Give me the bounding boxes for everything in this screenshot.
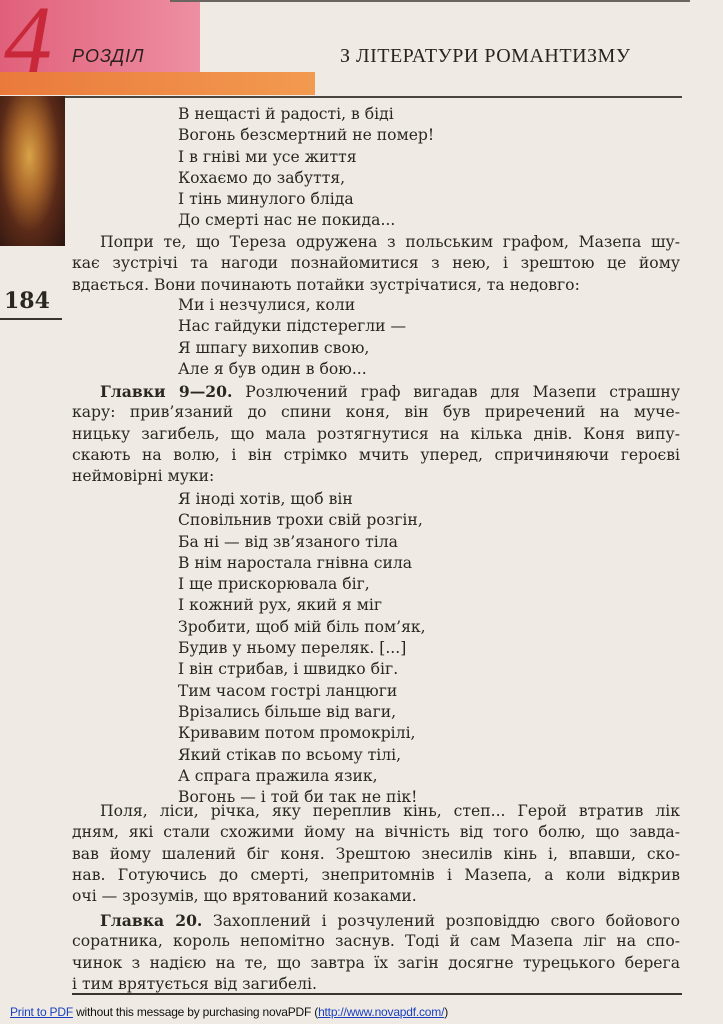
pdf-footer-notice xyxy=(10,1005,448,1019)
verse-line: І тінь минулого бліда xyxy=(178,190,354,209)
illustration-image xyxy=(0,96,65,246)
print-to-pdf-link[interactable]: Print to PDF xyxy=(10,1005,73,1019)
verse-line: До смерті нас не покида... xyxy=(178,211,396,230)
chapter-number: 4 xyxy=(4,0,52,93)
text-line: кару: прив’язаний до спини коня, він був приречений на муче- xyxy=(72,403,680,422)
verse-line: Врізались більше від ваги, xyxy=(178,702,397,721)
verse-line: Ми і незчулися, коли xyxy=(178,296,356,314)
text-line: очі — зрозумів, що врятований козаками. xyxy=(72,887,417,906)
page-number: 184 xyxy=(4,288,50,314)
verse-line: Нас гайдуки підстерегли — xyxy=(178,317,407,336)
verse-line: А спрага пражила язик, xyxy=(178,766,378,785)
verse-line: Я шпагу вихопив свою, xyxy=(178,338,370,357)
text-line xyxy=(72,381,680,402)
page-number-rule xyxy=(0,318,62,320)
bottom-rule xyxy=(72,993,682,995)
verse-line: І в гніві ми усе життя xyxy=(178,147,357,166)
text-line: дням, які стали схожими йому на вічність від того болю, що завда- xyxy=(72,823,680,842)
verse-line: Будив у ньому переляк. [...] xyxy=(178,639,407,658)
verse-line: Ба ні — від зв’язаного тіла xyxy=(178,532,398,551)
verse-line: Кривавим потом промокрілі, xyxy=(178,724,416,743)
verse-line: Сповільнив трохи свій розгін, xyxy=(178,511,423,530)
verse-line: Вогонь безсмертний не помер! xyxy=(178,126,435,145)
text-line: ницьку загибель, що мала розтягнутися на кілька днів. Коня випу- xyxy=(72,424,680,443)
section-lead: Главка 20. xyxy=(100,911,203,930)
text-line: неймовірні муки: xyxy=(72,467,215,486)
novapdf-link[interactable]: http://www.novapdf.com/ xyxy=(318,1005,445,1019)
text-line: нав. Готуючись до смерті, знепритомнів і Мазепа, а коли відкрив xyxy=(72,865,680,884)
text-line-rest: Розлючений граф вигадав для Мазепи страшну xyxy=(232,383,680,401)
text-line: вав йому шалений біг коня. Зрештою знесилів кінь і, впавши, ско- xyxy=(72,844,680,863)
poem-excerpt xyxy=(72,295,680,380)
running-title: З ЛІТЕРАТУРИ РОМАНТИЗМУ xyxy=(340,45,631,67)
paragraph xyxy=(72,801,680,907)
text-line: чинок з надією на те, що завтра їх загін досягне турецького берега xyxy=(72,953,680,972)
text-line: і тим врятується від загибелі. xyxy=(72,974,317,993)
top-rule xyxy=(170,0,690,2)
text-line xyxy=(72,910,680,931)
poem-excerpt xyxy=(72,104,680,232)
text-line: Попри те, що Тереза одружена з польським графом, Мазепа шу- xyxy=(100,233,680,251)
verse-line: Вогонь — і той би так не пік! xyxy=(178,788,418,807)
verse-line: Зробити, щоб мій біль пом’як, xyxy=(178,617,426,636)
verse-line: І він стрибав, і швидко біг. xyxy=(178,660,399,679)
paragraph xyxy=(72,381,680,487)
verse-line: Але я був один в бою... xyxy=(178,359,367,378)
verse-line: Кохаємо до забуття, xyxy=(178,168,346,187)
section-lead: Главки 9—20. xyxy=(100,382,233,401)
poem-excerpt xyxy=(72,489,680,808)
text-line: кає зустрічі та нагоди познайомитися з нею, і зрештою це йому xyxy=(72,254,680,273)
verse-line: Який стікав по всьому тілі, xyxy=(178,745,402,764)
chapter-label: РОЗДІЛ xyxy=(72,46,145,66)
text-line-rest: Захоплений і розчулений розповіддю свого бойового xyxy=(202,912,680,930)
text-line: вдається. Вони починають потайки зустрічатися, та недовго: xyxy=(72,275,580,294)
verse-line: І ще прискорювала біг, xyxy=(178,575,370,594)
footer-text: without this message by purchasing novaPDF ( xyxy=(72,1005,319,1019)
text-line: скають на волю, і він стрімко мчить уперед, спричиняючи героєві xyxy=(72,445,680,464)
footer-text-end: ) xyxy=(444,1005,449,1019)
verse-line: В нім наростала гнівна сила xyxy=(178,553,413,572)
verse-line: В нещасті й радості, в біді xyxy=(178,105,394,123)
verse-line: Я іноді хотів, щоб він xyxy=(178,490,353,508)
text-line: соратника, король непомітно заснув. Тоді й сам Мазепа ліг на спо- xyxy=(72,932,680,951)
verse-line: Тим часом гострі ланцюги xyxy=(178,681,398,700)
verse-line: І кожний рух, який я міг xyxy=(178,596,383,615)
header-rule xyxy=(62,96,682,98)
text-line: Поля, ліси, річка, яку переплив кінь, степ... Герой втратив лік xyxy=(100,802,680,820)
paragraph xyxy=(72,910,680,995)
paragraph xyxy=(72,232,680,296)
